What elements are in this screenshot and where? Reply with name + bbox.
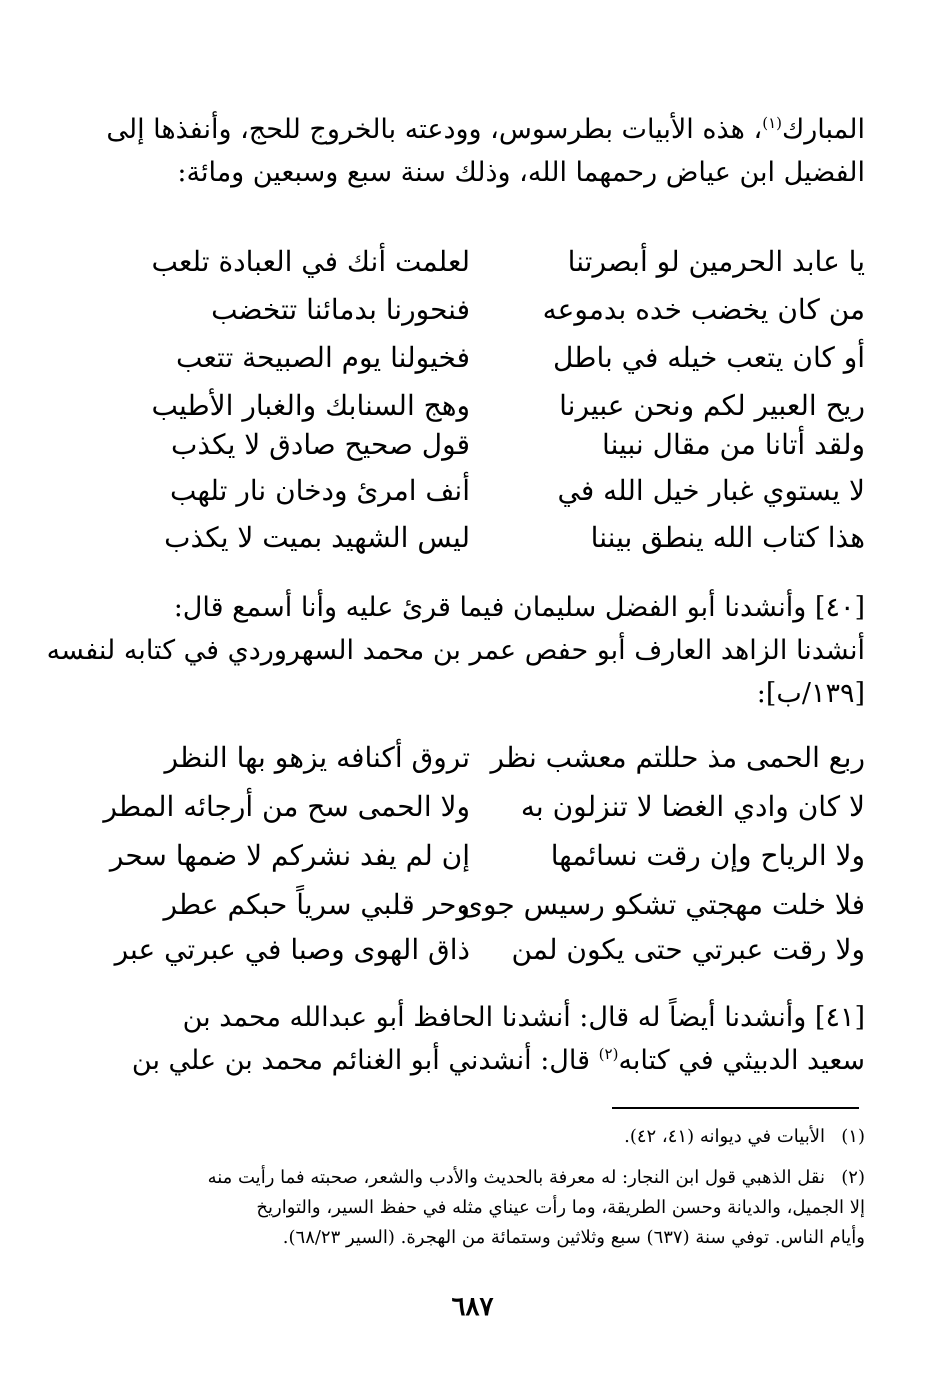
verse-second-hemistich: فنحورنا بدمائنا تتخضب (211, 293, 470, 326)
verse-row (118, 286, 865, 334)
verse-first-hemistich: أو كان يتعب خيله في باطل (552, 341, 865, 374)
verse-row (114, 926, 865, 974)
verse-first-hemistich: هذا كتاب الله ينطق بيننا (590, 521, 865, 554)
verse-second-hemistich: وهج السنابك والغبار الأطيب (151, 389, 470, 422)
verse-second-hemistich: ليس الشهيد بميت لا يكذب (164, 521, 470, 554)
verse-first-hemistich: ولا رقت عبرتي حتى يكون لمن (511, 933, 865, 966)
entry-41-line-2: سعيد الدبيثي في كتابه$^{(٢)}$ قال: أنشدني أبو الغنائم محمد بن علي بن (131, 1045, 865, 1076)
footnote-2 (115, 1163, 865, 1253)
verse-first-hemistich: فلا خلت مهجتي تشكو رسيس جوى (461, 888, 865, 921)
entry-41-paragraph (115, 996, 865, 1082)
verse-first-hemistich: يا عابد الحرمين لو أبصرتنا (567, 245, 865, 278)
verse-first-hemistich: ولا الرياح وإن رقت نسائمها (550, 839, 865, 872)
footnote-text: نقل الذهبي قول ابن النجار: له معرفة بالحديث والأدب والشعر، صحبته فما رأيت منه (207, 1167, 825, 1188)
verse-first-hemistich: ولقد أتانا من مقال نبينا (602, 428, 865, 461)
verse-first-hemistich: لا يستوي غبار خيل الله في (557, 474, 865, 507)
footnote-number: (١) (841, 1126, 865, 1147)
verse-row (118, 734, 865, 782)
verse-row (118, 421, 865, 469)
entry-40-line-2: أنشدنا الزاهد العارف أبو حفص عمر بن محمد السهروردي في كتابه لنفسه (46, 635, 865, 666)
verse-first-hemistich: من كان يخضب خده بدموعه (542, 293, 865, 326)
page-number: ٦٨٧ (451, 1292, 494, 1322)
footnote-ref-1: (١) (762, 114, 782, 132)
verse-second-hemistich: وحر قلبي سرياً حبكم عطر (163, 888, 470, 921)
verse-row (118, 238, 865, 286)
verse-row (118, 467, 865, 515)
footnote-ref-2: (٢) (598, 1045, 619, 1063)
footnote-text: إلا الجميل، والديانة وحسن الطريقة، وما رأت عيناي مثله في حفظ السير، والتواريخ (256, 1197, 865, 1218)
verse-second-hemistich: لعلمت أنك في العبادة تلعب (151, 245, 470, 278)
intro-line-2: الفضيل ابن عياض رحمهما الله، وذلك سنة سبع وسبعين ومائة: (177, 157, 865, 188)
entry-40-paragraph (46, 586, 865, 715)
verse-first-hemistich: ربع الحمى مذ حللتم معشب نظر (490, 741, 865, 774)
verse-first-hemistich: ريح العبير لكم ونحن عبيرنا (559, 389, 865, 422)
verse-second-hemistich: ولا الحمى سح من أرجائه المطر (103, 790, 470, 823)
verse-row (118, 334, 865, 382)
verse-row (109, 832, 865, 880)
verse-row (118, 514, 865, 562)
verse-row (118, 881, 865, 929)
footnote-number: (٢) (841, 1167, 865, 1188)
verse-second-hemistich: قول صحيح صادق لا يكذب (171, 428, 470, 461)
verse-second-hemistich: إن لم يفد نشركم لا ضمها سحر (109, 839, 470, 872)
verse-second-hemistich: تروق أكنافه يزهو بها النظر (164, 741, 470, 774)
verse-first-hemistich: لا كان وادي الغضا لا تنزلون به (520, 790, 865, 823)
footnote-text: الأبيات في ديوانه (٤١، ٤٢). (624, 1126, 825, 1147)
entry-40-line-1: [٤٠] وأنشدنا أبو الفضل سليمان فيما قرئ عليه وأنا أسمع قال: (173, 592, 865, 623)
intro-paragraph (106, 108, 865, 194)
footnote-divider (612, 1107, 859, 1109)
entry-41-line-1: [٤١] وأنشدنا أيضاً له قال: أنشدنا الحافظ أبو عبدالله محمد بن (182, 1002, 865, 1033)
intro-line-1: المبارك$^{(١)}$، هذه الأبيات بطرسوس، وودعته بالخروج للحج، وأنفذها إلى (106, 114, 865, 145)
verse-second-hemistich: ذاق الهوى وصبا في عبرتي عبر (114, 933, 470, 966)
entry-40-line-3: [١٣٩/ب]: (756, 678, 865, 709)
verse-row (103, 783, 865, 831)
verse-second-hemistich: أنف امرئ ودخان نار تلهب (169, 474, 470, 507)
verse-second-hemistich: فخيولنا يوم الصبيحة تتعب (176, 341, 470, 374)
footnote-1 (115, 1122, 865, 1152)
footnote-text: وأيام الناس. توفي سنة (٦٣٧) سبع وثلاثين وستمائة من الهجرة. (السير ٦٨/٢٣). (282, 1227, 865, 1248)
